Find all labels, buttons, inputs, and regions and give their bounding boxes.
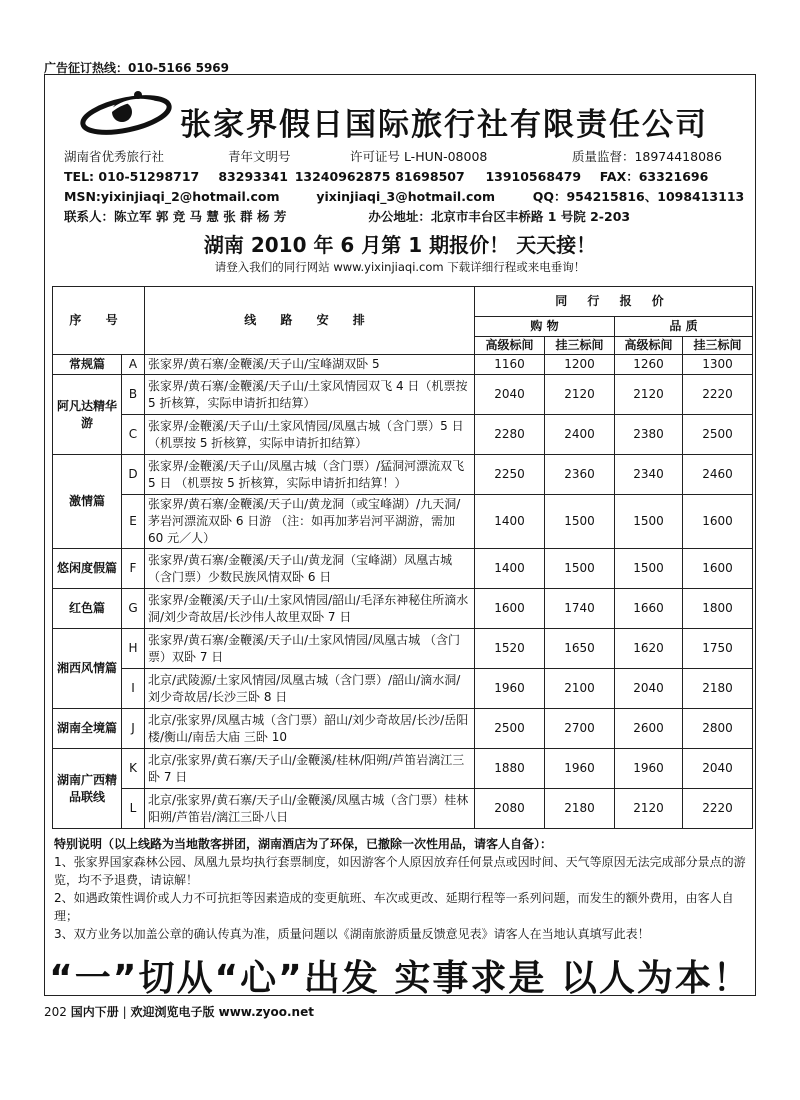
info-line-4 — [64, 207, 630, 225]
price-quality-high: 2120 — [615, 789, 683, 829]
price-shopping-high: 2250 — [475, 455, 545, 495]
price-shopping-three: 2180 — [545, 789, 615, 829]
fax: FAX：63321696 — [599, 169, 709, 184]
tel-4: 81698507 — [395, 169, 465, 184]
route-code: H — [122, 629, 145, 669]
price-shopping-three: 1650 — [545, 629, 615, 669]
price-quality-high: 1500 — [615, 495, 683, 549]
header-quality-three-star: 挂三标间 — [683, 337, 753, 355]
route-code: G — [122, 589, 145, 629]
tel-3: 13240962875 — [294, 169, 391, 184]
office-address: 办公地址：北京市丰台区丰桥路 1 号院 2-203 — [368, 209, 631, 224]
notes-title: 特别说明（以上线路为当地散客拼团，湖南酒店为了环保，已撤除一次性用品，请客人自备）： — [54, 837, 553, 851]
route-description: 张家界/金鞭溪/天子山/土家风情园/凤凰古城（含门票）5 日（机票按 5 折核算，实际申请折扣结算） — [145, 415, 475, 455]
price-shopping-three: 2120 — [545, 375, 615, 415]
website-notice: 请登入我们的同行网站 www.yixinjiaqi.com 下载详细行程或来电垂询！ — [214, 260, 586, 274]
tel-main: TEL: 010-51298717 — [64, 169, 200, 184]
info-line-1 — [64, 147, 722, 165]
price-table — [52, 286, 753, 829]
price-quality-three: 1300 — [683, 355, 753, 375]
price-shopping-three: 1500 — [545, 549, 615, 589]
route-description: 北京/张家界/凤凰古城（含门票）韶山/刘少奇故居/长沙/岳阳楼/衡山/南岳大庙 三卧 10 — [145, 709, 475, 749]
price-shopping-high: 2080 — [475, 789, 545, 829]
price-shopping-high: 2040 — [475, 375, 545, 415]
route-code: C — [122, 415, 145, 455]
price-quality-three: 2800 — [683, 709, 753, 749]
price-shopping-high: 1520 — [475, 629, 545, 669]
section-name: 国内下册 — [70, 1005, 119, 1019]
route-code: B — [122, 375, 145, 415]
tel-5: 13910568479 — [485, 169, 582, 184]
msn-1: MSN:yixinjiaqi_2@hotmail.com — [64, 189, 280, 204]
note-item: 3、双方业务以加盖公章的确认传真为准，质量问题以《湖南旅游质量反馈意见表》请客人在当地认真填写此表！ — [54, 927, 650, 941]
category-cell: 阿凡达精华游 — [53, 375, 122, 455]
price-quality-high: 1500 — [615, 549, 683, 589]
route-description: 张家界/黄石寨/金鞭溪/天子山/土家风情园双飞 4 日（机票按 5 折核算，实际申请折扣结算） — [145, 375, 475, 415]
route-code: F — [122, 549, 145, 589]
header-route: 线 路 安 排 — [145, 287, 475, 355]
route-description: 北京/张家界/黄石寨/天子山/金鞭溪/桂林/阳朔/芦笛岩漓江三卧 7 日 — [145, 749, 475, 789]
category-cell: 激情篇 — [53, 455, 122, 549]
price-quality-three: 2180 — [683, 669, 753, 709]
category-cell: 湖南全境篇 — [53, 709, 122, 749]
excellent-agency: 湖南省优秀旅行社 — [64, 149, 165, 164]
price-quality-three: 2220 — [683, 375, 753, 415]
price-shopping-high: 2500 — [475, 709, 545, 749]
route-code: A — [122, 355, 145, 375]
price-shopping-high: 1960 — [475, 669, 545, 709]
route-description: 张家界/黄石寨/金鞭溪/天子山/宝峰湖双卧 5 — [145, 355, 475, 375]
category-cell: 湘西风情篇 — [53, 629, 122, 709]
footer-website: 欢迎浏览电子版 www.zyoo.net — [130, 1005, 314, 1019]
route-code: L — [122, 789, 145, 829]
quality-supervision: 质量监督：18974418086 — [571, 149, 722, 164]
youth-civilization: 青年文明号 — [227, 149, 291, 164]
note-item: 1、张家界国家森林公园、凤凰九景均执行套票制度，如因游客个人原因放弃任何景点或因时间、天气等原因无法完成部分景点的游览，均不予退费，请谅解！ — [54, 855, 746, 887]
header-seq: 序 号 — [53, 287, 145, 355]
header-quality-high-std: 高级标间 — [615, 337, 683, 355]
price-quality-three: 1750 — [683, 629, 753, 669]
price-shopping-high: 1600 — [475, 589, 545, 629]
price-shopping-three: 2360 — [545, 455, 615, 495]
license-number: 许可证号 L-HUN-08008 — [349, 149, 488, 164]
price-shopping-three: 1500 — [545, 495, 615, 549]
route-description: 张家界/金鞭溪/天子山/凤凰古城（含门票）/猛洞河漂流双飞 5 日 （机票按 5 折核算，实际申请折扣结算！） — [145, 455, 475, 495]
price-shopping-three: 2700 — [545, 709, 615, 749]
price-shopping-high: 1880 — [475, 749, 545, 789]
company-name: 张家界假日国际旅行社有限责任公司 — [180, 107, 708, 143]
route-code: E — [122, 495, 145, 549]
price-quality-three: 2500 — [683, 415, 753, 455]
category-cell: 常规篇 — [53, 355, 122, 375]
price-shopping-three: 1740 — [545, 589, 615, 629]
price-quality-high: 2040 — [615, 669, 683, 709]
route-description: 张家界/金鞭溪/天子山/土家风情园/韶山/毛泽东神秘住所滴水洞/刘少奇故居/长沙伟人故里双卧 7 日 — [145, 589, 475, 629]
route-code: I — [122, 669, 145, 709]
price-quality-high: 2380 — [615, 415, 683, 455]
ad-hotline: 广告征订热线：010-5166 5969 — [44, 61, 230, 75]
note-item: 2、如遇政策性调价或人力不可抗拒等因素造成的变更航班、车次或更改、延期行程等一系列问题，而发生的额外费用，由客人自理； — [54, 891, 734, 923]
category-cell: 悠闲度假篇 — [53, 549, 122, 589]
route-description: 张家界/黄石寨/金鞭溪/天子山/黄龙洞（或宝峰湖）/九天洞/茅岩河漂流双卧 6 日游 （注：如再加茅岩河平湖游，需加 60 元／人） — [145, 495, 475, 549]
price-quality-three: 2220 — [683, 789, 753, 829]
price-shopping-three: 1200 — [545, 355, 615, 375]
price-quality-three: 2040 — [683, 749, 753, 789]
route-description: 张家界/黄石寨/金鞭溪/天子山/黄龙洞（宝峰湖）凤凰古城 （含门票）少数民族风情双卧 6 日 — [145, 549, 475, 589]
info-line-3 — [64, 187, 744, 205]
price-shopping-three: 1960 — [545, 749, 615, 789]
price-quality-high: 1660 — [615, 589, 683, 629]
price-quality-high: 1260 — [615, 355, 683, 375]
tel-2: 83293341 — [218, 169, 288, 184]
header-shopping-three-star: 挂三标间 — [545, 337, 615, 355]
price-quality-high: 1620 — [615, 629, 683, 669]
category-cell: 红色篇 — [53, 589, 122, 629]
page-footer: 202 国内下册 | 欢迎浏览电子版 www.zyoo.net — [44, 1005, 314, 1019]
route-code: K — [122, 749, 145, 789]
price-shopping-three: 2400 — [545, 415, 615, 455]
route-code: D — [122, 455, 145, 495]
price-quality-three: 2460 — [683, 455, 753, 495]
company-logo — [76, 86, 176, 138]
price-shopping-high: 1400 — [475, 495, 545, 549]
price-quality-high: 2600 — [615, 709, 683, 749]
header-shopping-high-std: 高级标间 — [475, 337, 545, 355]
category-cell: 湖南广西精品联线 — [53, 749, 122, 829]
page-number: 202 — [44, 1005, 67, 1019]
route-description: 张家界/黄石寨/金鞭溪/天子山/土家风情园/凤凰古城 （含门票）双卧 7 日 — [145, 629, 475, 669]
info-line-2 — [64, 167, 708, 185]
price-quality-three: 1600 — [683, 495, 753, 549]
slogan: “一”切从“心”出发 实事求是 以人为本！ — [49, 958, 751, 999]
headline: 湖南 2010 年 6 月第 1 期报价！ 天天接！ — [203, 233, 597, 257]
header-quality: 品 质 — [615, 317, 753, 337]
price-shopping-three: 2100 — [545, 669, 615, 709]
msn-2: yixinjiaqi_3@hotmail.com — [316, 189, 495, 204]
price-shopping-high: 1400 — [475, 549, 545, 589]
qq: QQ：954215816、1098413113 — [532, 189, 745, 204]
price-quality-three: 1600 — [683, 549, 753, 589]
price-quality-high: 2120 — [615, 375, 683, 415]
price-shopping-high: 2280 — [475, 415, 545, 455]
route-description: 北京/张家界/黄石寨/天子山/金鞭溪/凤凰古城（含门票）桂林阳朔/芦笛岩/漓江三卧八日 — [145, 789, 475, 829]
header-shopping: 购 物 — [475, 317, 615, 337]
price-quality-high: 1960 — [615, 749, 683, 789]
price-quality-high: 2340 — [615, 455, 683, 495]
header-peer-price: 同 行 报 价 — [475, 287, 753, 317]
price-shopping-high: 1160 — [475, 355, 545, 375]
price-quality-three: 1800 — [683, 589, 753, 629]
special-notes — [54, 835, 754, 943]
route-description: 北京/武陵源/土家风情园/凤凰古城（含门票）/韶山/滴水洞/刘少奇故居/长沙三卧 8 日 — [145, 669, 475, 709]
contacts: 联系人：陈立军 郭 竞 马 慧 张 群 杨 芳 — [64, 209, 287, 224]
route-code: J — [122, 709, 145, 749]
